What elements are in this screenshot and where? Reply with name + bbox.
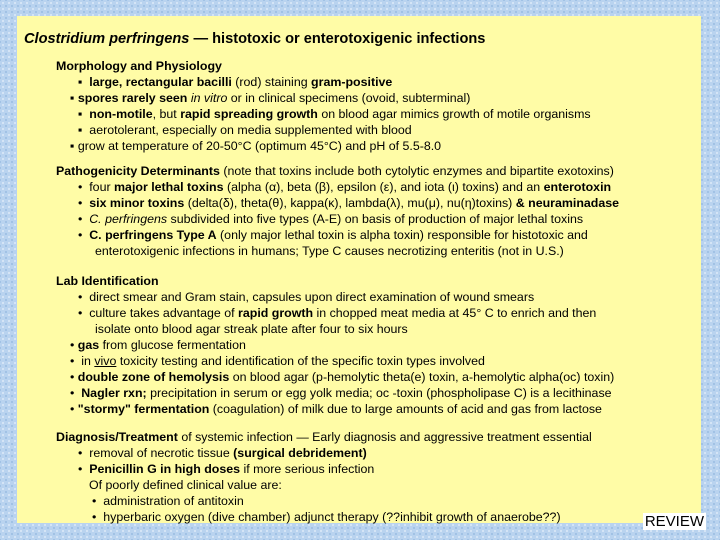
bullet-icon: ▪ [70, 91, 75, 105]
bullet-icon: • [78, 446, 83, 460]
lab-heading: Lab Identification [56, 274, 159, 288]
bullet-icon: • [78, 462, 83, 476]
bullet-icon: • [78, 212, 83, 226]
morphology-item: ▪ grow at temperature of 20-50°C (optimum 45°C) and pH of 5.5-8.0 [70, 139, 442, 153]
diagnosis-item: • hyperbaric oxygen (dive chamber) adjunct therapy (??inhibit growth of anaerobe??) [92, 510, 561, 524]
lab-item: • direct smear and Gram stain, capsules upon direct examination of wound smears [78, 290, 535, 304]
bullet-icon: ▪ [78, 75, 83, 89]
slide-page [17, 16, 701, 523]
pathogenicity-heading: Pathogenicity Determinants (note that toxins include both cytolytic enzymes and bipartite exotoxins) [56, 164, 614, 178]
pathogenicity-item-continued: enterotoxigenic infections in humans; Type C causes necrotizing enteritis (not in U.S.) [95, 244, 564, 258]
diagnosis-item: • administration of antitoxin [92, 494, 244, 508]
bullet-icon: • [78, 180, 83, 194]
morphology-item: ▪ aerotolerant, especially on media supplemented with blood [78, 123, 412, 137]
diagnosis-item: • removal of necrotic tissue (surgical debridement) [78, 446, 367, 460]
morphology-heading: Morphology and Physiology [56, 59, 222, 73]
review-link[interactable]: REVIEW [644, 513, 704, 530]
bullet-icon: ▪ [78, 123, 83, 137]
lab-item: • double zone of hemolysis on blood agar (p-hemolytic theta(e) toxin, a-hemolytic alpha(oc) toxin) [70, 370, 615, 384]
bullet-icon: • [78, 306, 83, 320]
lab-item: • Nagler rxn; precipitation in serum or egg yolk media; oc -toxin (phospholipase C) is a lecithinase [70, 386, 612, 400]
morphology-item: ▪ large, rectangular bacilli (rod) staining gram-positive [78, 75, 393, 89]
diagnosis-subheading: Of poorly defined clinical value are: [89, 478, 282, 492]
lab-item: • "stormy" fermentation (coagulation) of milk due to large amounts of acid and gas from lactose [70, 402, 602, 416]
slide-title: Clostridium perfringens — histotoxic or enterotoxigenic infections [24, 31, 486, 47]
diagnosis-item: • Penicillin G in high doses if more serious infection [78, 462, 375, 476]
bullet-icon: ▪ [78, 107, 83, 121]
lab-item-continued: isolate onto blood agar streak plate after four to six hours [95, 322, 408, 336]
bullet-icon: • [70, 386, 75, 400]
section-morphology [56, 58, 591, 154]
lab-item: • culture takes advantage of rapid growth in chopped meat media at 45° C to enrich and then [78, 306, 597, 320]
morphology-item: ▪ non-motile, but rapid spreading growth on blood agar mimics growth of motile organisms [78, 107, 591, 121]
morphology-item: ▪ spores rarely seen in vitro or in clinical specimens (ovoid, subterminal) [70, 91, 471, 105]
bullet-icon: • [70, 370, 75, 384]
pathogenicity-item: • C. perfringens Type A (only major lethal toxin is alpha toxin) responsible for histotoxic and [78, 228, 588, 242]
bullet-icon: • [92, 494, 97, 508]
pathogenicity-item: • six minor toxins (delta(δ), theta(θ), kappa(κ), lambda(λ), mu(μ), nu(η)toxins) & neuraminadase [78, 196, 620, 210]
diagnosis-heading: Diagnosis/Treatment of systemic infection — Early diagnosis and aggressive treatment essential [56, 430, 592, 444]
bullet-icon: • [70, 338, 75, 352]
bullet-icon: ▪ [70, 139, 75, 153]
lab-item: • in vivo toxicity testing and identification of the specific toxin types involved [70, 354, 485, 368]
section-diagnosis [56, 429, 592, 525]
pathogenicity-item: • C. perfringens subdivided into five types (A-E) on basis of production of major lethal toxins [78, 212, 584, 226]
bullet-icon: • [70, 402, 75, 416]
lab-item: • gas from glucose fermentation [70, 338, 246, 352]
bullet-icon: • [78, 228, 83, 242]
bullet-icon: • [92, 510, 97, 524]
bullet-icon: • [78, 290, 83, 304]
pathogenicity-item: • four major lethal toxins (alpha (α), beta (β), epsilon (ε), and iota (ι) toxins) and an enterotoxin [78, 180, 612, 194]
section-lab [56, 273, 614, 417]
bullet-icon: • [78, 196, 83, 210]
section-pathogenicity [56, 163, 619, 259]
bullet-icon: • [70, 354, 75, 368]
